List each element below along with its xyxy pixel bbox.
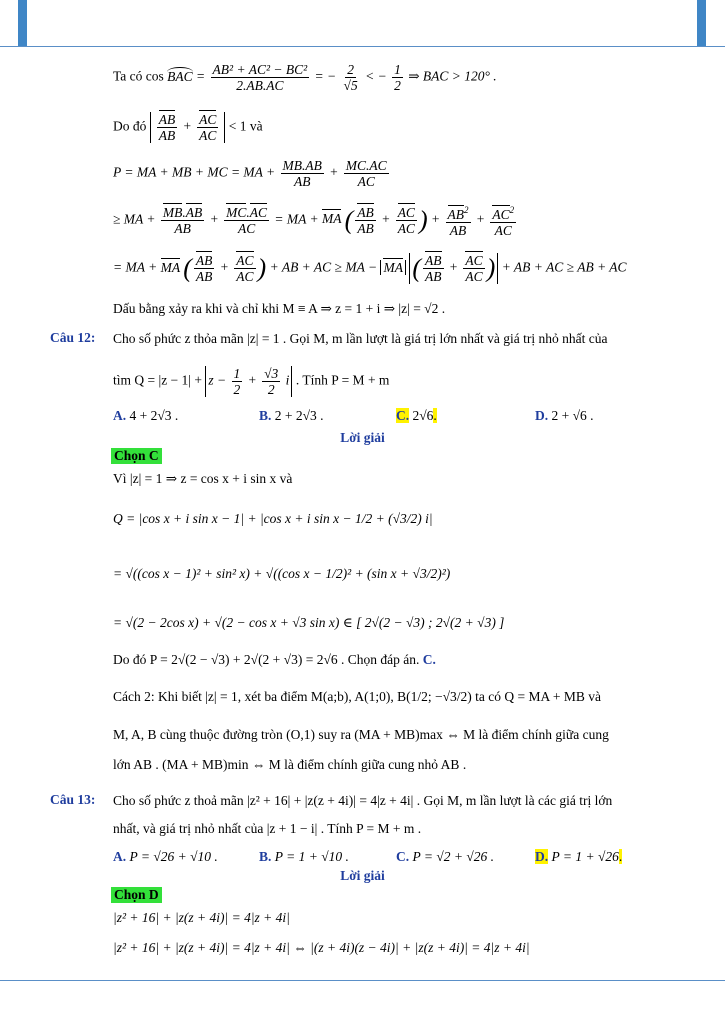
q12-solution-heading: Lời giải xyxy=(340,430,385,445)
q13-option-d[interactable]: D. P = 1 + √26. xyxy=(535,849,623,864)
q13-solution-heading: Lời giải xyxy=(340,868,385,883)
q12-option-d[interactable]: D. 2 + √6 . xyxy=(535,408,594,423)
q12-option-a[interactable]: A. 4 + 2√3 . xyxy=(113,408,179,423)
proof-line-inequality: ≥ MA + $\frac{MB.AB}{AB}$ + $\frac{MC.AC}{AC}$ = MA + MA ( $\frac{AB}{AB}$ + $\frac{AC}{AC}$ ) + $\frac{AB^2}{AB}$ + $\frac{AC^2}{AC}$ xyxy=(113,204,515,238)
question-13-text-2: nhất, và giá trị nhỏ nhất của |z + 1 − i| . Tính P = M + m . xyxy=(113,821,422,836)
q12-step-5: Do đó P = 2√(2 − √3) + 2√(2 + √3) = 2√6 . Chọn đáp án. C. xyxy=(113,652,436,667)
q13-option-a[interactable]: A. P = √26 + √10 . xyxy=(113,849,218,864)
q12-option-c[interactable]: C. 2√6. xyxy=(396,408,437,423)
q12-method-2: Cách 2: Khi biết |z| = 1, xét ba điểm M(a;b), A(1;0), B(1/2; −√3/2) ta có Q = MA + MB và xyxy=(113,689,601,704)
question-13-label: Câu 13: xyxy=(50,792,96,807)
q12-chosen-answer: Chọn C xyxy=(111,448,162,464)
q13-step-2: |z² + 16| + |z(z + 4i)| = 4|z + 4i| ⇔ |(z + 4i)(z − 4i)| + |z(z + 4i)| = 4|z + 4i| xyxy=(113,940,530,955)
header-bar-left xyxy=(18,0,27,46)
proof-line-do-do: Do đó $\frac{AB}{AB}$ + $\frac{AC}{AC}$ < 1 và xyxy=(113,112,263,143)
question-12-text-2: tìm Q = |z − 1| + z − $\frac{1}{2}$ + $\frac{√3}{2}$ i . Tính P = M + m xyxy=(113,366,390,397)
proof-line-equality: = MA + MA ( $\frac{AB}{AB}$ + $\frac{AC}{AC}$ ) + AB + AC ≥ MA − MA ( $\frac{AB}{AB}$ + $\frac{AC}{AC}$ ) + AB + AC ≥ AB + AC xyxy=(113,253,627,284)
q12-step-3: = √((cos x − 1)² + sin² x) + √((cos x − 1/2)² + (sin x + √3/2)²) xyxy=(113,566,451,581)
header-rule xyxy=(0,46,725,47)
header-bar-right xyxy=(697,0,706,46)
q12-step-4: = √(2 − 2cos x) + √(2 − cos x + √3 sin x) ∈ [ 2√(2 − √3) ; 2√(2 + √3) ] xyxy=(113,615,505,630)
footer-rule xyxy=(0,980,725,981)
proof-line-cos: Ta có cos BAC = $\frac{\text{AB² + AC² − BC²}}{2.AB.AC}$ = − $\frac{2}{√5}$ < − $\frac{1}{2}$ ⇒ BAC > 120° . xyxy=(113,62,497,93)
question-12-label: Câu 12: xyxy=(50,330,96,345)
question-12-text-1: Cho số phức z thỏa mãn |z| = 1 . Gọi M, m lần lượt là giá trị lớn nhất và giá trị nhỏ nhất của xyxy=(113,331,608,346)
q13-step-1: |z² + 16| + |z(z + 4i)| = 4|z + 4i| xyxy=(113,910,290,925)
q12-option-b[interactable]: B. 2 + 2√3 . xyxy=(259,408,324,423)
fraction-cos: $\frac{\text{AB² + AC² − BC²}}{2.AB.AC}$ xyxy=(212,62,308,93)
q13-chosen-answer: Chọn D xyxy=(111,887,162,903)
proof-line-equal-case: Dấu bằng xảy ra khi và chỉ khi M ≡ A ⇒ z = 1 + i ⇒ |z| = √2 . xyxy=(113,301,446,316)
q12-method-2-cont: M, A, B cùng thuộc đường tròn (O,1) suy ra (MA + MB)max ⇔ M là điểm chính giữa cung xyxy=(113,727,609,742)
question-13-text-1: Cho số phức z thoả mãn |z² + 16| + |z(z + 4i)| = 4|z + 4i| . Gọi M, m lần lượt là các giá trị lớn xyxy=(113,793,613,808)
q13-option-b[interactable]: B. P = 1 + √10 . xyxy=(259,849,349,864)
q12-step-1: Vì |z| = 1 ⇒ z = cos x + i sin x và xyxy=(113,471,293,486)
q13-option-c[interactable]: C. P = √2 + √26 . xyxy=(396,849,495,864)
abs-vector-sum: $\frac{AB}{AB}$ + $\frac{AC}{AC}$ xyxy=(150,112,226,143)
proof-line-p: P = MA + MB + MC = MA + $\frac{MB.AB}{AB}$ + $\frac{MC.AC}{AC}$ xyxy=(113,158,387,189)
q12-step-2: Q = |cos x + i sin x − 1| + |cos x + i sin x − 1/2 + (√3/2) i| xyxy=(113,511,433,526)
q12-method-2-end: lớn AB . (MA + MB)min ⇔ M là điểm chính giữa cung nhỏ AB . xyxy=(113,757,467,772)
